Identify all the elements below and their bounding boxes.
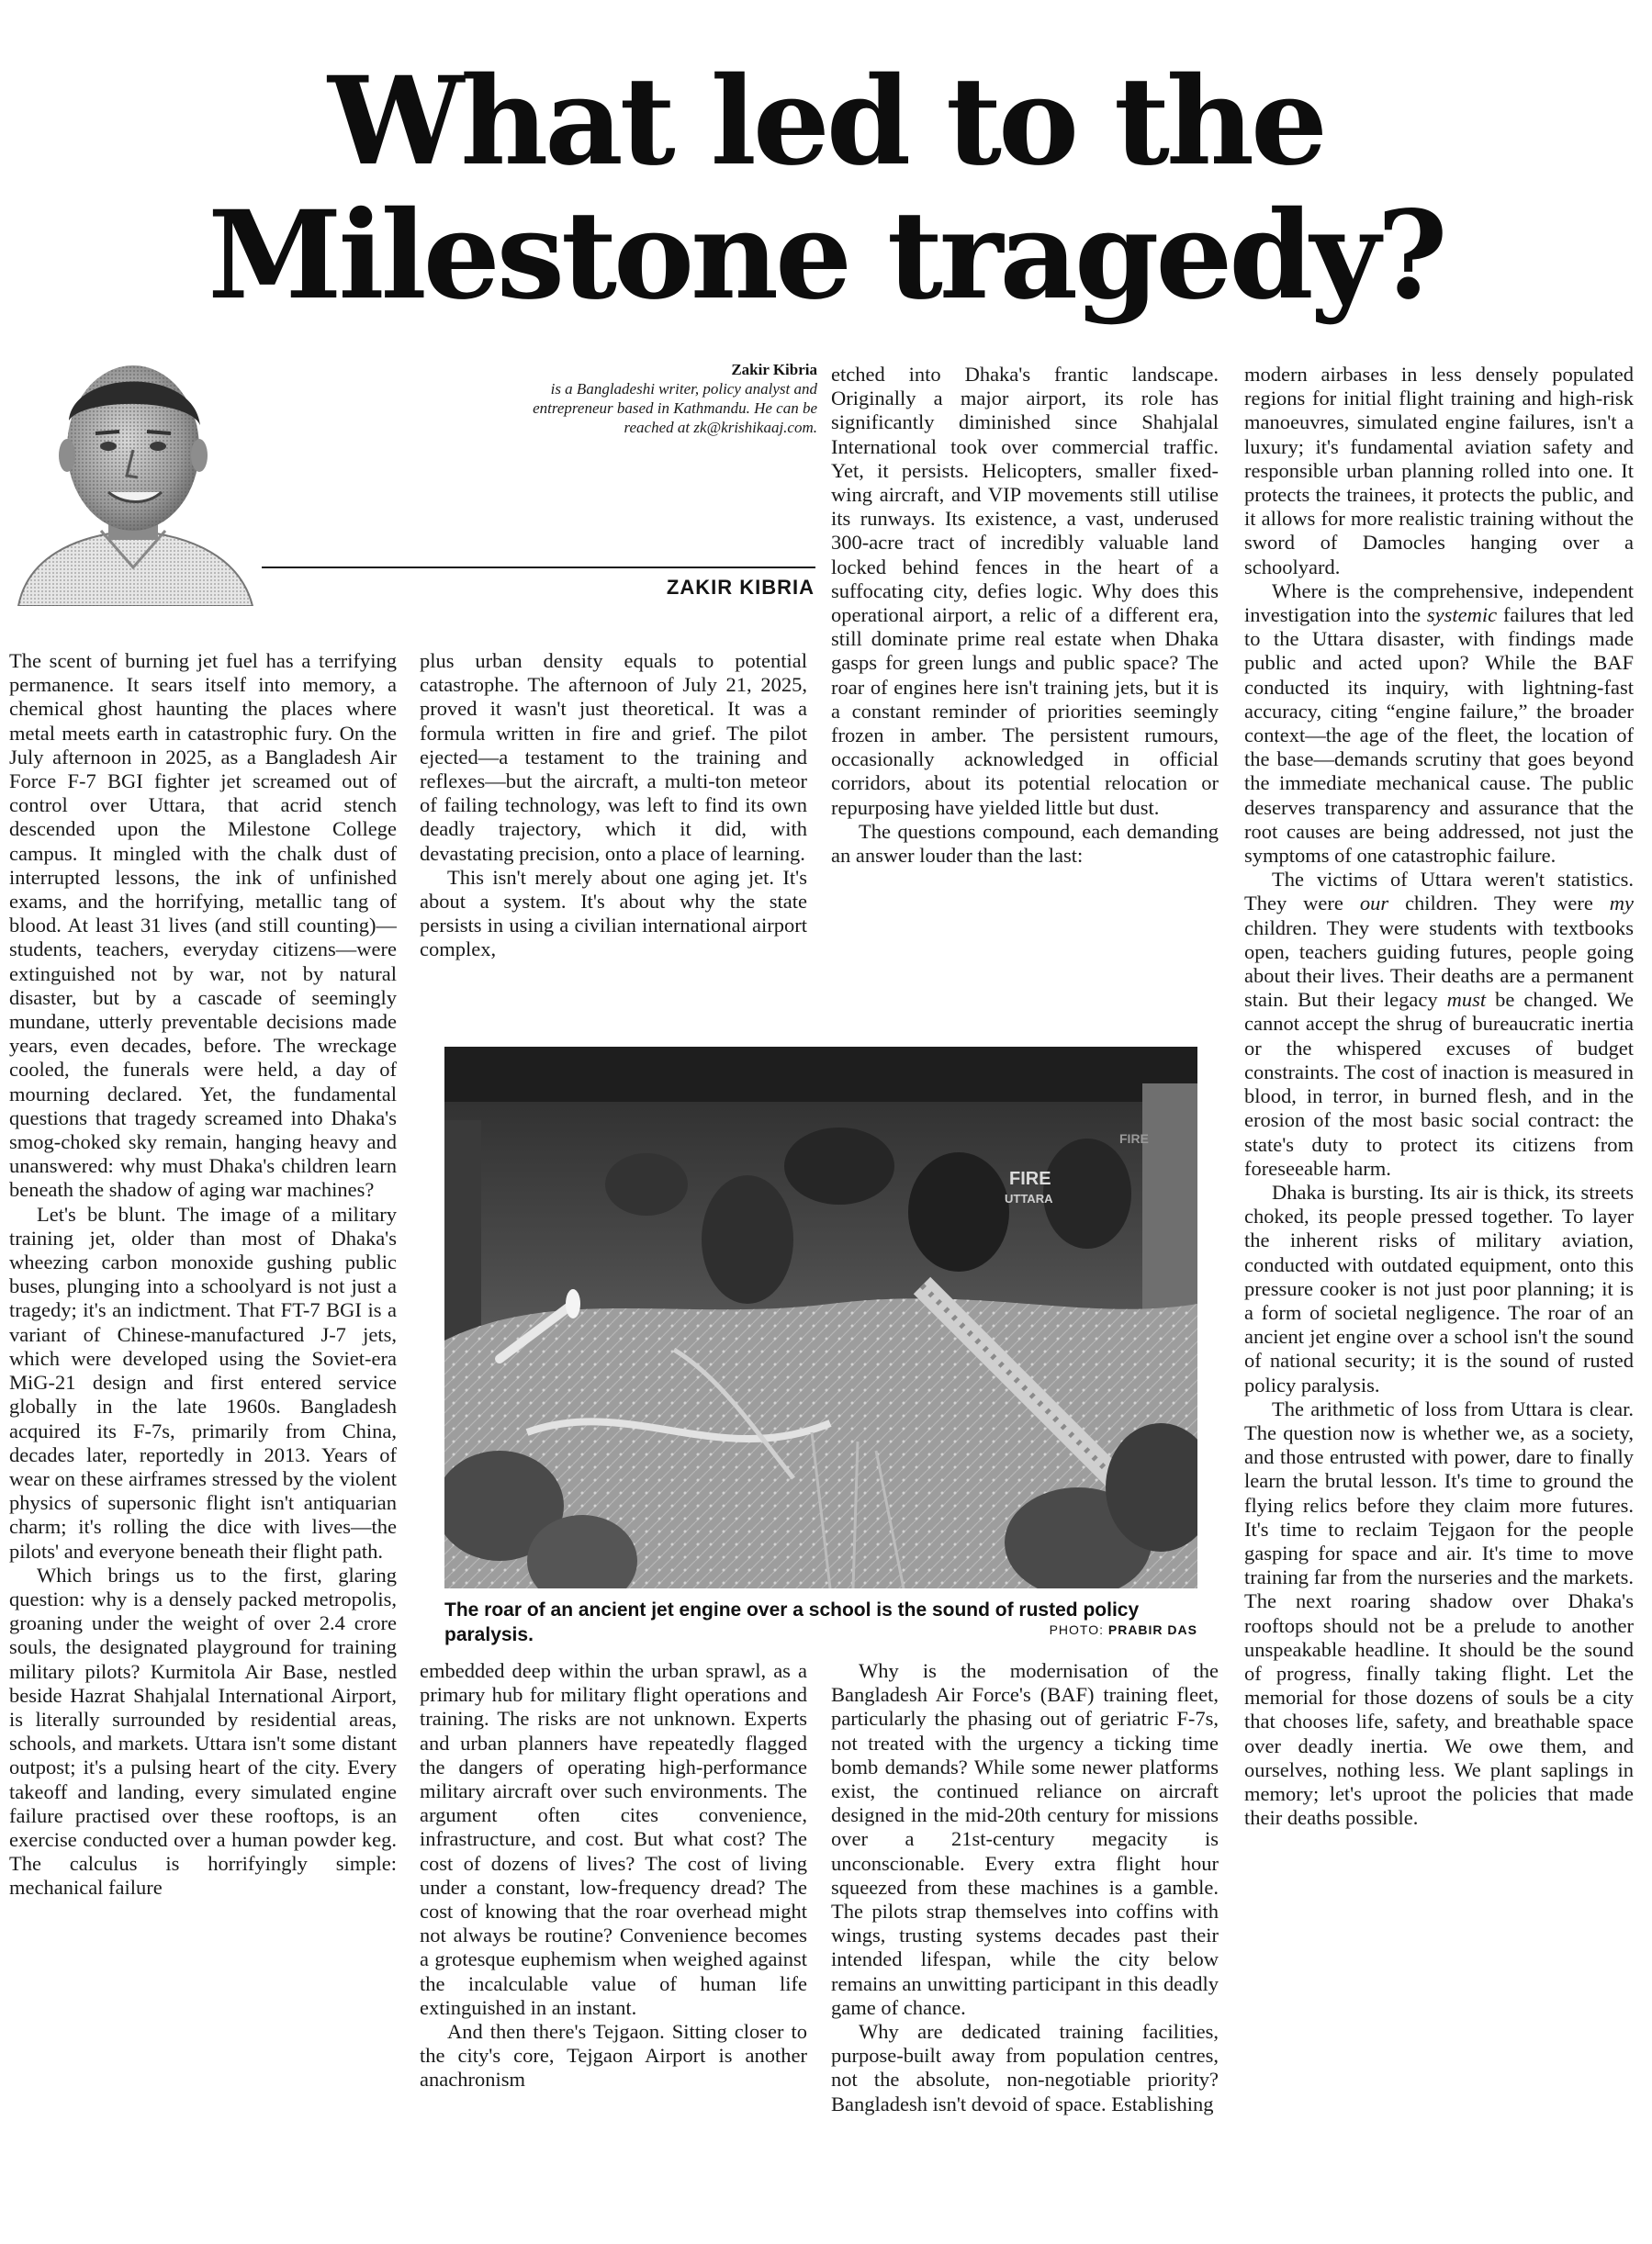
fire-helmet-text: FIRE	[1009, 1169, 1051, 1189]
column-3-bottom	[831, 1659, 1219, 2234]
paragraph: modern airbases in less densely populated regions for initial flight training and high-risk manoeuvres, simulated engine failures, isn't a luxury; it's fundamental aviation safety and responsible urban planning rolled into one. It protects the trainees, it protects the public, and it allows for more realistic training without the sword of Damocles hanging over a schoolyard.	[1244, 363, 1634, 578]
author-portrait	[0, 347, 266, 606]
emphasis: my	[1609, 892, 1634, 915]
paragraph	[1244, 579, 1634, 868]
column-4	[1244, 363, 1634, 2234]
author-bio-line-2: entrepreneur based in Kathmandu. He can be	[533, 399, 817, 417]
paragraph: Why is the modernisation of the Bangladesh Air Force's (BAF) training fleet, particularly the phasing out of geriatric F-7s, not treated with the urgency a ticking time bomb demands? While some newer platforms exist, the continued reliance on aircraft designed in the mid-20th century for missions over a 21st-century megacity is unconscionable. Every extra flight hour squeezed from these machines is a gamble. The pilots strap themselves into coffins with wings, trusting systems decades past their intended lifespan, while the city below remains an unwitting participant in this deadly game of chance.	[831, 1659, 1219, 2019]
column-2-bottom	[420, 1659, 807, 2234]
paragraph: Which brings us to the first, glaring question: why is a densely packed metropolis, groaning under the weight of over 2.4 crore souls, the designated playground for training military pilots? Kurmitola Air Base, nestled beside Hazrat Shahjalal International Airport, is literally surrounded by residential areas, schools, and markets. Uttara isn't some distant outpost; it's a pulsing heart of the city. Every takeoff and landing, every simulated engine failure practised over these rooftops, is an exercise conducted over a human powder keg. The calculus is horrifyingly simple: mechanical failure	[9, 1563, 397, 1900]
paragraph: etched into Dhaka's frantic landscape. Originally a major airport, its role has significantly diminished since Shahjalal International took over commercial traffic. Yet, it persists. Helicopters, smaller fixed-wing aircraft, and VIP movements still utilise its runways. Its existence, a vast, underused 300-acre tract of incredibly valuable land locked behind fences in the heart of a suffocating city, defies logic. Why does this operational airport, a relic of a different era, still dominate prime real estate when Dhaka gasps for green lungs and public space? The roar of engines here isn't training jets, but it is a constant reminder of priorities seemingly frozen in amber. The persistent rumours, occasionally acknowledged in official corridors, about its potential relocation or repurposing have yielded little but dust.	[831, 363, 1219, 819]
headline-line-1: What led to the	[328, 50, 1324, 193]
photo-credit-name: PRABIR DAS	[1107, 1622, 1197, 1637]
byline-rule	[262, 567, 815, 568]
author-bio-line-1: is a Bangladeshi writer, policy analyst and	[550, 380, 817, 398]
paragraph: This isn't merely about one aging jet. It's about a system. It's about why the state persists in using a civilian international airport complex,	[420, 865, 807, 961]
paragraph: The questions compound, each demanding an answer louder than the last:	[831, 819, 1219, 868]
paragraph	[1244, 868, 1634, 1181]
emphasis: our	[1359, 892, 1389, 915]
photo-caption: The roar of an ancient jet engine over a school is the sound of rusted policy paralysis.	[444, 1599, 1140, 1645]
text-run: The victims of Uttara weren't statistics. They were	[1244, 868, 1634, 915]
text-run: children. They were students with textbooks open, teachers guiding futures, people going about their lives. Their deaths are a permanent stain. But their legacy	[1244, 915, 1634, 1012]
paragraph: embedded deep within the urban sprawl, as a primary hub for military flight operations and training. The risks are not unknown. Experts and urban planners have repeatedly flagged the dangers of operating high-performance military aircraft over such environments. The argument often cites convenience, infrastructure, and cost. But what cost? The cost of dozens of lives? The cost of living under a constant, low-frequency dread? The cost of knowing that the roar overhead might not always be routine? Convenience becomes a grotesque euphemism when weighed against the incalculable value of human life extinguished in an instant.	[420, 1659, 807, 2019]
emphasis: systemic	[1426, 603, 1498, 627]
column-3-top	[831, 363, 1219, 1035]
photo-credit-label: PHOTO:	[1049, 1622, 1104, 1637]
column-2-top	[420, 649, 807, 1035]
paragraph: And then there's Tejgaon. Sitting closer to the city's core, Tejgaon Airport is another anachronism	[420, 2020, 807, 2092]
photo-credit	[973, 1622, 1197, 1637]
paragraph: Dhaka is bursting. Its air is thick, its streets choked, its people pressed together. To layer the inherent risks of military aviation, conducted with outdated equipment, onto this pressure cooker is not just poor planning; it is a form of societal negligence. The roar of an ancient jet engine over a school isn't the sound of national security; it is the sound of rusted policy paralysis.	[1244, 1180, 1634, 1397]
text-run: Where is the comprehensive, independent investigation into the	[1244, 578, 1634, 627]
text-run: children. They were	[1405, 892, 1593, 915]
author-info	[395, 360, 817, 437]
fire-helmet-subtext: UTTARA	[1005, 1192, 1053, 1206]
fire-helmet-text-2: FIRE	[1119, 1131, 1149, 1146]
crash-site-photo	[444, 1047, 1197, 1588]
column-1	[9, 649, 397, 2234]
byline: ZAKIR KIBRIA	[666, 576, 815, 599]
text-run: failures that led to the Uttara disaster, with findings made public and acted upon? While the BAF conducted its inquiry, with lightning-fast accuracy, citing “engine failure,” the broader context—the age of the fleet, the location of the base—demands scrutiny that goes beyond the immediate mechanical cause. The public deserves transparency and assurance that the root causes are being addressed, not just the symptoms of one catastrophic failure.	[1244, 603, 1634, 868]
paragraph: Why are dedicated training facilities, purpose-built away from population centres, not the absolute, non-negotiable priority? Bangladesh isn't devoid of space. Establishing	[831, 2020, 1219, 2115]
paragraph: plus urban density equals to potential catastrophe. The afternoon of July 21, 2025, proved it wasn't just theoretical. It was a formula written in fire and grief. The pilot ejected—a testament to the training and reflexes—but the aircraft, a multi-ton meteor of failing technology, was left to find its own deadly trajectory, which it did, with devastating precision, onto a place of learning.	[420, 649, 807, 865]
paragraph: The arithmetic of loss from Uttara is clear. The question now is whether we, as a society, and those entrusted with power, dare to finally learn the brutal lesson. It's time to ground the flying relics before they claim more futures. It's time to reclaim Tejgaon for the people gasping for space and air. It's time to move training far from the nurseries and the markets. The next roaring shadow over Dhaka's rooftops should not be a prelude to another unspeakable headline. It should be the sound of progress, finally taking flight. Let the memorial for those dozens of souls be a city that chooses life, safety, and breathable space over deadly inertia. We owe them, and ourselves, nothing less. We plant saplings in memory; let's uproot the policies that made their deaths possible.	[1244, 1397, 1634, 1830]
text-run: be changed. We cannot accept the shrug of bureaucratic inertia or the whispered excuses of budget constraints. The cost of inaction is measured in blood, in terror, in burned flesh, and in the erosion of the most basic social contract: the state's duty to protect its citizens from foreseeable harm.	[1244, 988, 1634, 1180]
headline-line-2: Milestone tragedy?	[208, 185, 1444, 327]
author-bio-line-3: reached at zk@krishikaaj.com.	[624, 419, 817, 436]
paragraph: Let's be blunt. The image of a military training jet, older than most of Dhaka's wheezing carbon monoxide gushing public buses, plunging into a schoolyard is not just a tragedy; it's an indictment. That FT-7 BGI is a variant of Chinese-manufactured J-7 jets, which were developed using the Soviet-era MiG-21 design and first entered service globally in the late 1960s. Bangladesh acquired its F-7s, primarily from China, decades later, reportedly in 2013. Years of wear on these airframes stressed by the violent physics of supersonic flight isn't antiquarian charm; it's rolling the dice with lives—the pilots' and everyone beneath their flight path.	[9, 1202, 397, 1563]
headline	[0, 50, 1652, 327]
author-name: Zakir Kibria	[731, 361, 817, 378]
emphasis: must	[1446, 988, 1487, 1012]
paragraph: The scent of burning jet fuel has a terrifying permanence. It sears itself into memory, a chemical ghost haunting the places where metal meets earth in catastrophic fury. On the July afternoon in 2025, as a Bangladesh Air Force F-7 BGI fighter jet screamed out of control over Uttara, that acrid stench descended upon the Milestone College campus. It mingled with the chalk dust of interrupted lessons, the ink of unfinished exams, and the horrifying, metallic tang of blood. At least 31 lives (and still counting)—students, teachers, everyday citizens—were extinguished not by war, not by natural disaster, but by a cascade of seemingly mundane, utterly preventable decisions made years, even decades, before. The wreckage cooled, the funerals were held, a day of mourning declared. Yet, the fundamental questions that tragedy screamed into Dhaka's smog-choked sky remain, hanging heavy and unanswered: why must Dhaka's children learn beneath the shadow of aging war machines?	[9, 649, 397, 1202]
